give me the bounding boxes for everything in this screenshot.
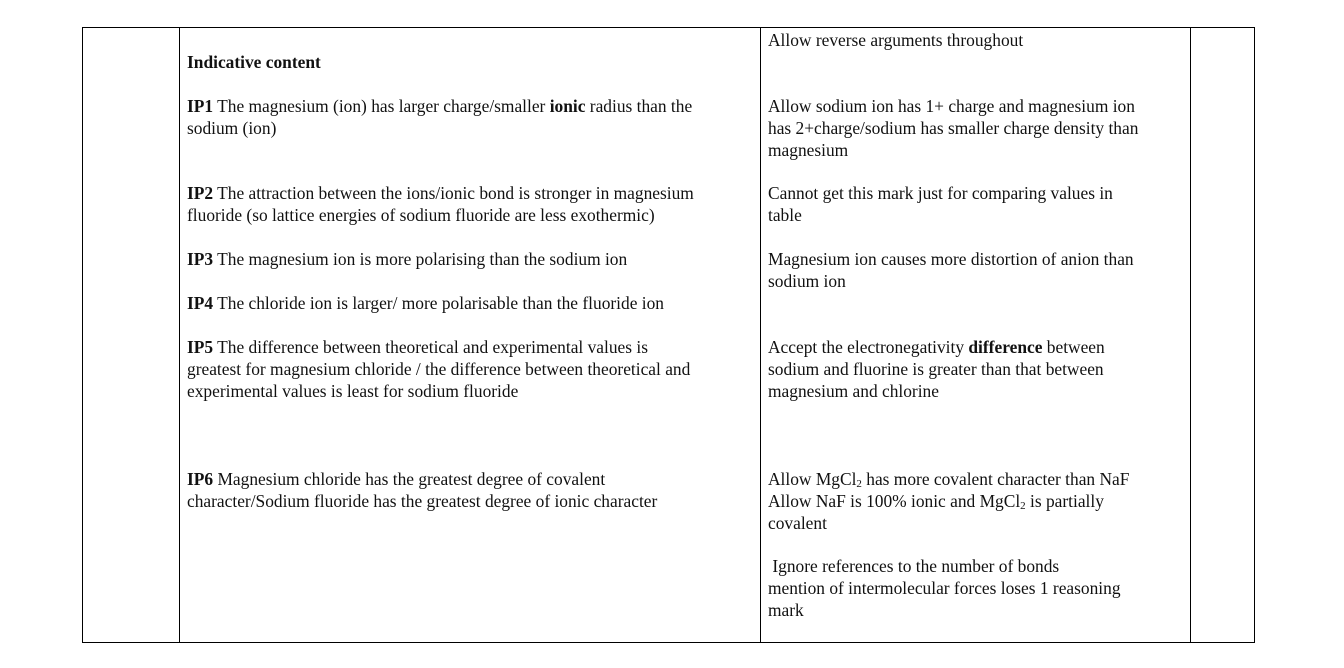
ip5-line-2: greatest for magnesium chloride / the difference between theoretical and bbox=[187, 359, 691, 379]
note-ip3-line-1: Magnesium ion causes more distortion of anion than bbox=[768, 249, 1134, 269]
note-ip2-line-2: table bbox=[768, 205, 802, 225]
ip6-line-2: character/Sodium fluoride has the greatest degree of ionic character bbox=[187, 491, 658, 511]
note-ip2-line-1: Cannot get this mark just for comparing values in bbox=[768, 183, 1113, 203]
note-reverse-arguments: Allow reverse arguments throughout bbox=[768, 30, 1024, 50]
note-ip3-line-2: sodium ion bbox=[768, 271, 846, 291]
ip3-line-1: IP3 The magnesium ion is more polarising than the sodium ion bbox=[187, 249, 628, 269]
note-ignore-line-3: mark bbox=[768, 600, 804, 620]
ip1-line-2: sodium (ion) bbox=[187, 118, 277, 138]
note-ip5-line-3: magnesium and chlorine bbox=[768, 381, 939, 401]
note-ip5-bold-word: difference bbox=[968, 337, 1043, 357]
ip6-code: IP6 bbox=[187, 469, 214, 489]
ip5-line-3: experimental values is least for sodium fluoride bbox=[187, 381, 519, 401]
note-ip5-line-2: sodium and fluorine is greater than that between bbox=[768, 359, 1104, 379]
note-ip6-line-3: covalent bbox=[768, 513, 827, 533]
note-ignore-line-2: mention of intermolecular forces loses 1 reasoning bbox=[768, 578, 1121, 598]
ip1-code: IP1 bbox=[187, 96, 214, 116]
ip1-line-1: IP1 The magnesium (ion) has larger charge/smaller ionic radius than the bbox=[187, 96, 693, 116]
note-ip1-line-3: magnesium bbox=[768, 140, 849, 160]
note-ip1-line-2: has 2+charge/sodium has smaller charge density than bbox=[768, 118, 1139, 138]
note-ip6-line-2: Allow NaF is 100% ionic and MgCl$_2$ is partially bbox=[768, 491, 1104, 512]
ip3-code: IP3 bbox=[187, 249, 214, 269]
column-divider-2 bbox=[760, 28, 761, 642]
ip4-line-1: IP4 The chloride ion is larger/ more polarisable than the fluoride ion bbox=[187, 293, 664, 313]
note-ignore-line-1: Ignore references to the number of bonds bbox=[768, 556, 1060, 576]
ip4-code: IP4 bbox=[187, 293, 214, 313]
note-ip5-line-1: Accept the electronegativity difference between bbox=[768, 337, 1105, 357]
indicative-content-heading: Indicative content bbox=[187, 52, 321, 72]
ip2-code: IP2 bbox=[187, 183, 214, 203]
ip2-line-1: IP2 The attraction between the ions/ionic bond is stronger in magnesium bbox=[187, 183, 694, 203]
ip2-line-2: fluoride (so lattice energies of sodium fluoride are less exothermic) bbox=[187, 205, 655, 225]
column-divider-3 bbox=[1190, 28, 1191, 642]
note-ip1-line-1: Allow sodium ion has 1+ charge and magnesium ion bbox=[768, 96, 1135, 116]
ip1-bold-word: ionic bbox=[549, 96, 586, 116]
ip5-code: IP5 bbox=[187, 337, 214, 357]
ip5-line-1: IP5 The difference between theoretical and experimental values is bbox=[187, 337, 648, 357]
ip6-line-1: IP6 Magnesium chloride has the greatest degree of covalent bbox=[187, 469, 606, 489]
note-ip6-line-1: Allow MgCl$_2$ has more covalent character than NaF bbox=[768, 469, 1130, 490]
column-divider-1 bbox=[179, 28, 180, 642]
